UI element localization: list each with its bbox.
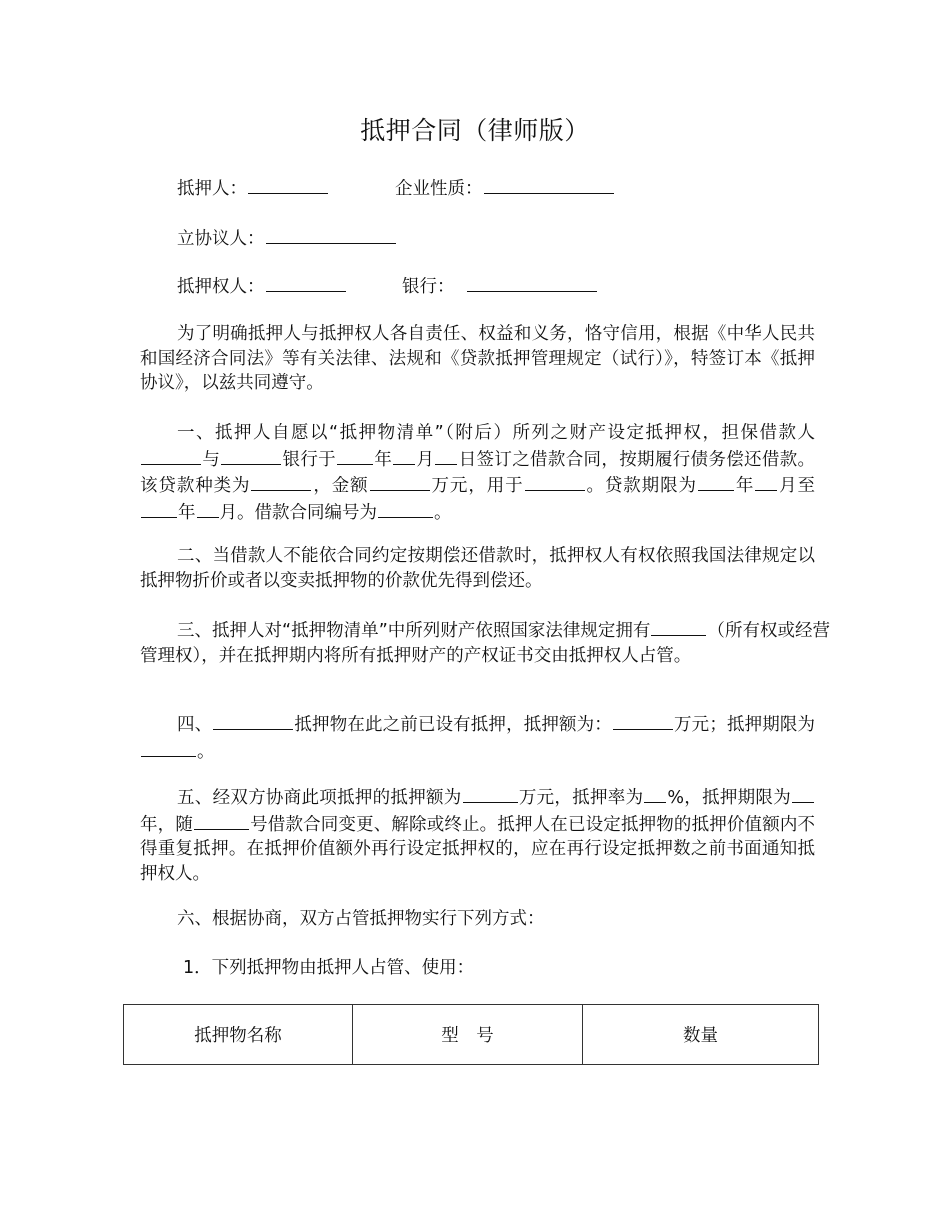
enterprise-blank (484, 175, 614, 194)
clause-4: 四、 抵押物在此之前已设有抵押，抵押额为： 万元；抵押期限为。 (140, 711, 815, 764)
mortgagee-field (177, 273, 347, 299)
agreement-party-label: 立协议人： (177, 229, 265, 249)
clause-2: 二、当借款人不能依合同约定按期偿还借款时，抵押权人有权依照我国法律规定以抵押物折价或者以变卖抵押物的价款优先得到偿还。 (140, 546, 815, 591)
mortgagee-label: 抵押权人： (177, 277, 265, 297)
clause-6: 六、根据协商，双方占管抵押物实行下列方式： (177, 909, 545, 929)
table-header-row (124, 1005, 819, 1065)
mortgagor-field (177, 175, 329, 201)
clause-1: 一、抵押人自愿以“抵押物清单”（附后）所列之财产设定抵押权，担保借款人与 银行于 年 月 日签订之借款合同，按期履行债务偿还借款。该贷款种类为 ，金额 万元，用于 。贷款期限为 年 月至年 月。借款合同编号为 。 (140, 423, 816, 523)
mortgagee-blank (266, 273, 346, 292)
mortgagor-label: 抵押人： (177, 179, 247, 199)
clause-3: 三、抵押人对“抵押物清单”中所列财产依照国家法律规定拥有 （所有权或经营管理权），并在抵押期内将所有抵押财产的产权证书交由抵押权人占管。 (140, 617, 830, 668)
item-1: 1．下列抵押物由抵押人占管、使用： (183, 958, 475, 978)
header-collateral-name: 抵押物名称 (124, 1005, 353, 1065)
bank-label: 银行： (402, 277, 455, 297)
header-quantity: 数量 (583, 1005, 819, 1065)
enterprise-field (395, 175, 615, 201)
collateral-table (123, 1004, 819, 1065)
agreement-party-field (177, 225, 397, 251)
enterprise-label: 企业性质： (395, 179, 483, 199)
preamble-paragraph: 为了明确抵押人与抵押权人各自责任、权益和义务，恪守信用，根据《中华人民共和国经济合同法》等有关法律、法规和《贷款抵押管理规定（试行）》，特签订本《抵押协议》，以兹共同遵守。 (140, 324, 815, 393)
clause-5: 五、经双方协商此项抵押的抵押额为 万元，抵押率为 %，抵押期限为年，随 号借款合同变更、解除或终止。抵押人在已设定抵押物的抵押价值额内不得重复抵押。在抵押价值额外再行设定抵押权的，应在再行设定抵押数之前书面通知抵押权人。 (140, 784, 815, 886)
bank-field (402, 273, 598, 299)
agreement-party-blank (266, 225, 396, 244)
bank-blank (467, 273, 597, 292)
header-model: 型 号 (353, 1005, 583, 1065)
mortgagor-blank (248, 175, 328, 194)
document-title: 抵押合同（律师版） (360, 116, 590, 145)
